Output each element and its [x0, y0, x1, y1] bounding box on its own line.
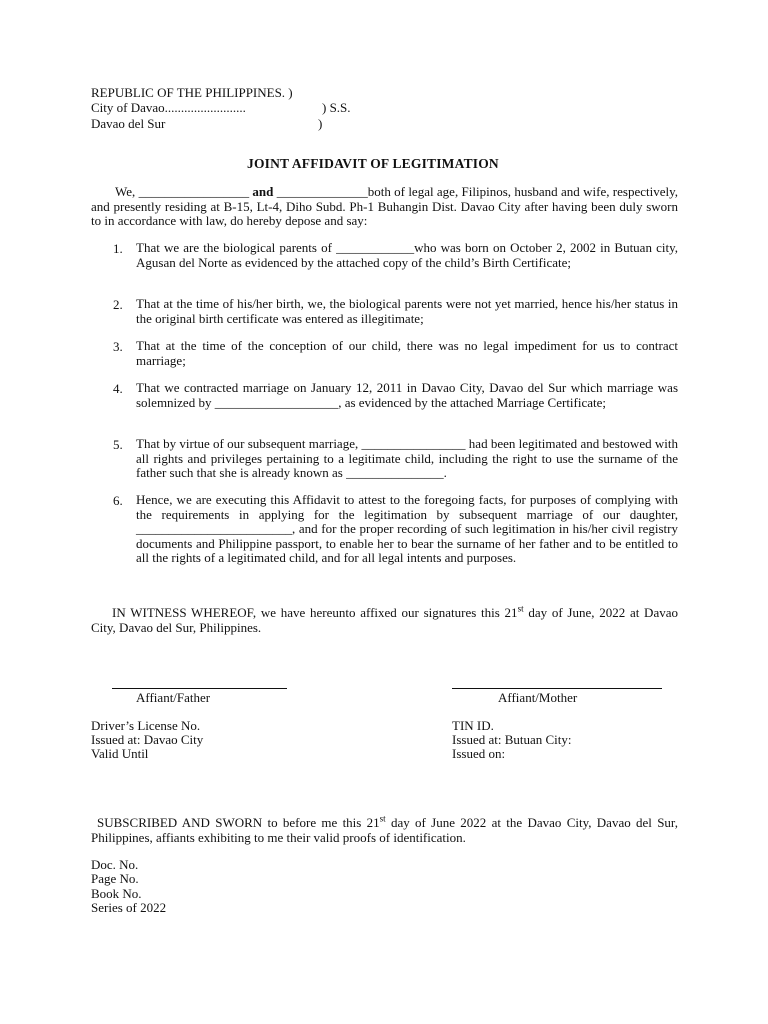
witness-paragraph [91, 603, 678, 635]
father-id-valid-until: Valid Until [91, 746, 149, 761]
witness-ordinal: st [517, 603, 524, 614]
mother-signature-line [452, 688, 662, 689]
father-id-issued-at: Issued at: Davao City [91, 732, 204, 747]
intro-paragraph [91, 185, 678, 229]
book-no: Book No. [91, 886, 142, 901]
item-text: That we are the biological parents of ____________who was born on October 2, 2002 in Butuan city, Agusan del Norte as evidenced by the attached copy of the child’s Birth Certificate; [136, 240, 678, 270]
item-number: 6. [113, 493, 123, 508]
jurat-text-before: SUBSCRIBED AND SWORN to before me this 21 [97, 815, 380, 830]
jurat-ordinal: st [379, 813, 386, 824]
mother-label: Affiant/Mother [498, 690, 578, 705]
item-text: That by virtue of our subsequent marriage, ________________ had been legitimated and bestowed with all rights and privileges pertaining to a legitimate child, including the right to use the surname of the father such that she is already known as _______________. [136, 436, 678, 480]
item-number: 3. [113, 339, 123, 354]
intro-we: We, [115, 184, 139, 199]
intro-and: and [249, 184, 277, 199]
item-text: That at the time of his/her birth, we, the biological parents were not yet married, hence his/her status in the original birth certificate was entered as illegitimate; [136, 296, 678, 326]
father-id-type: Driver’s License No. [91, 718, 201, 733]
witness-text-after: day of June, 2022 at Davao City, Davao del Sur, Philippines. [91, 605, 678, 635]
item-text: That we contracted marriage on January 12, 2011 in Davao City, Davao del Sur which marriage was solemnized by ___________________, as evidenced by the attached Marriage Certificate; [136, 380, 678, 410]
intro-blank-wife: ______________ [276, 184, 368, 199]
item-number: 5. [113, 437, 123, 452]
doc-no: Doc. No. [91, 857, 139, 872]
intro-blank-husband: _________________ [138, 184, 250, 199]
item-text: That at the time of the conception of our child, there was no legal impediment for us to contract marriage; [136, 338, 678, 368]
item-text: Hence, we are executing this Affidavit to attest to the foregoing facts, for purposes of complying with the requirements in applying for the legitimation by subsequent marriage of our daughter, ________________________, and for the proper recording of such legitimation in his/her civil registry documents and Philippine passport, to enable her to bear the surname of her father and to be entitled to all the rights of a legitimated child, and for all legal intents and purposes. [136, 492, 678, 565]
caption-ss: ) S.S. [322, 100, 351, 115]
father-label: Affiant/Father [136, 690, 211, 705]
item-number: 4. [113, 381, 123, 396]
witness-text-before: IN WITNESS WHEREOF, we have hereunto affixed our signatures this 21 [112, 605, 518, 620]
caption-province: Davao del Sur [91, 116, 166, 131]
caption-paren: ) [318, 116, 323, 131]
caption-republic: REPUBLIC OF THE PHILIPPINES. ) [91, 85, 293, 100]
mother-id-type: TIN ID. [452, 718, 494, 733]
intro-rest: both of legal age, Filipinos, husband and wife, respectively, and presently residing at B-15, Lt-4, Diho Subd. Ph-1 Buhangin Dist. Davao City after having been duly sworn to in accordance with law, do hereby depose and say: [91, 184, 679, 228]
jurat-text-after: day of June 2022 at the Davao City, Davao del Sur, Philippines, affiants exhibiting to me their valid proofs of identification. [91, 815, 678, 845]
page-no: Page No. [91, 871, 139, 886]
mother-id-issued-at: Issued at: Butuan City: [452, 732, 572, 747]
series: Series of 2022 [91, 900, 167, 915]
item-number: 1. [113, 241, 123, 256]
caption-city: City of Davao......................... [91, 100, 246, 115]
mother-id-issued-on: Issued on: [452, 746, 506, 761]
father-signature-line [112, 688, 287, 689]
document-title: JOINT AFFIDAVIT OF LEGITIMATION [247, 156, 499, 171]
jurat-paragraph [91, 813, 678, 845]
item-number: 2. [113, 297, 123, 312]
